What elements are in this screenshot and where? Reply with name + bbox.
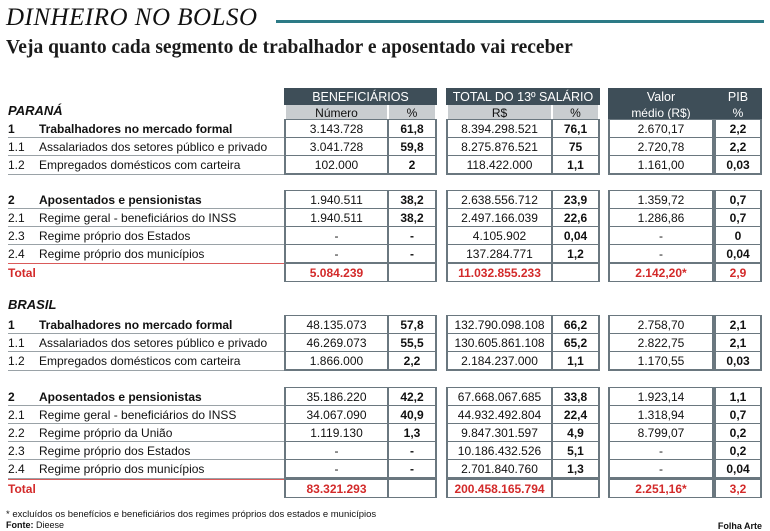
- parana-cell-rs: 137.284.771: [448, 245, 551, 262]
- brasil-cell-media: 1.170,55: [610, 352, 712, 369]
- row-label: Trabalhadores no mercado formal: [39, 317, 233, 332]
- brasil-cell-rs: 67.668.067.685: [448, 388, 551, 405]
- parana-total-num: 5.084.239: [286, 264, 387, 281]
- brasil-cell-pib: 0,2: [716, 424, 760, 441]
- brasil-cell-pct: 42,2: [389, 388, 435, 405]
- brasil-total-pib: 3,2: [716, 480, 760, 497]
- parana-cell-num: -: [286, 245, 387, 262]
- brasil-cell-media: 1.923,14: [610, 388, 712, 405]
- brasil-cell-pct: -: [389, 442, 435, 459]
- brasil-cell-pct: -: [389, 460, 435, 477]
- brasil-cell-media: 1.318,94: [610, 406, 712, 423]
- brasil-cell-pib: 0,03: [716, 352, 760, 369]
- brasil-row-label: [8, 406, 236, 423]
- row-label: Regime geral - beneficiários do INSS: [39, 407, 237, 422]
- source-line: [6, 520, 64, 530]
- brasil-cell-rs: 44.932.492.804: [448, 406, 551, 423]
- parana-cell-rs: 4.105.902: [448, 227, 551, 244]
- parana-cell-rs: 8.275.876.521: [448, 138, 551, 155]
- row-code: 2.4: [8, 461, 25, 476]
- brasil-cell-rspct: 1,1: [553, 352, 598, 369]
- parana-cell-pib: 2,2: [716, 120, 760, 137]
- brasil-total-num: 83.321.293: [286, 480, 387, 497]
- row-label: Aposentados e pensionistas: [39, 389, 202, 404]
- parana-cell-pct: 2: [389, 156, 435, 173]
- parana-cell-pct: 61,8: [389, 120, 435, 137]
- row-code: 2: [8, 192, 15, 207]
- row-divider: [8, 174, 284, 175]
- parana-total-media: 2.142,20*: [610, 264, 712, 281]
- title-rule: [276, 20, 764, 23]
- total-divider: [8, 479, 284, 480]
- row-label: Regime próprio dos municípios: [39, 246, 205, 261]
- brasil-cell-media: 2.822,75: [610, 334, 712, 351]
- brasil-cell-rspct: 22,4: [553, 406, 598, 423]
- brasil-total-rs: 200.458.165.794: [448, 480, 551, 497]
- row-code: 2.1: [8, 210, 25, 225]
- brasil-cell-rs: 9.847.301.597: [448, 424, 551, 441]
- header-numero: Número: [286, 105, 387, 120]
- header-pib: PIB: [714, 88, 762, 105]
- row-code: 1: [8, 121, 15, 136]
- parana-row-label: [8, 120, 232, 137]
- row-label: Regime geral - beneficiários do INSS: [39, 210, 237, 225]
- brasil-total-label: Total: [8, 481, 36, 496]
- brasil-cell-media: -: [610, 460, 712, 477]
- row-code: 1: [8, 317, 15, 332]
- parana-total-pct-empty: [389, 264, 435, 281]
- brasil-cell-rs: 2.184.237.000: [448, 352, 551, 369]
- header-total13: TOTAL DO 13º SALÁRIO: [446, 88, 600, 105]
- parana-cell-pib: 0,7: [716, 209, 760, 226]
- parana-cell-media: 2.670,17: [610, 120, 712, 137]
- parana-cell-pib: 0,04: [716, 245, 760, 262]
- brasil-row-label: [8, 460, 204, 477]
- parana-cell-num: 1.940.511: [286, 191, 387, 208]
- parana-cell-pct: 38,2: [389, 191, 435, 208]
- parana-cell-media: -: [610, 227, 712, 244]
- parana-cell-rspct: 0,04: [553, 227, 598, 244]
- brasil-cell-pib: 0,04: [716, 460, 760, 477]
- brasil-cell-rspct: 1,3: [553, 460, 598, 477]
- brasil-total-media: 2.251,16*: [610, 480, 712, 497]
- brasil-cell-num: -: [286, 460, 387, 477]
- brasil-cell-pct: 40,9: [389, 406, 435, 423]
- parana-cell-pib: 0,7: [716, 191, 760, 208]
- brasil-cell-num: 1.866.000: [286, 352, 387, 369]
- parana-cell-media: 1.359,72: [610, 191, 712, 208]
- brasil-total-rspct-empty: [553, 480, 598, 497]
- parana-cell-rs: 8.394.298.521: [448, 120, 551, 137]
- header-pct: %: [389, 105, 435, 120]
- brasil-cell-pct: 2,2: [389, 352, 435, 369]
- row-code: 2.1: [8, 407, 25, 422]
- brasil-cell-pct: 57,8: [389, 316, 435, 333]
- page-title: DINHEIRO NO BOLSO: [6, 4, 258, 31]
- parana-cell-rspct: 76,1: [553, 120, 598, 137]
- header-rs: R$: [448, 105, 551, 120]
- region-parana: PARANÁ: [8, 103, 63, 118]
- header-beneficiarios: BENEFICIÁRIOS: [284, 88, 437, 105]
- row-code: 2.3: [8, 443, 25, 458]
- row-code: 1.2: [8, 353, 25, 368]
- credit: Folha Arte: [717, 521, 762, 531]
- row-code: 1.2: [8, 157, 25, 172]
- parana-row-label: [8, 209, 236, 226]
- parana-row-label: [8, 156, 240, 173]
- parana-cell-num: 3.041.728: [286, 138, 387, 155]
- parana-total-pib: 2,9: [716, 264, 760, 281]
- source-name: Dieese: [36, 520, 65, 530]
- brasil-cell-pib: 2,1: [716, 316, 760, 333]
- row-code: 1.1: [8, 335, 25, 350]
- brasil-row-label: [8, 424, 172, 441]
- parana-row-label: [8, 138, 267, 155]
- source-label: Fonte:: [6, 520, 34, 530]
- parana-cell-media: 2.720,78: [610, 138, 712, 155]
- brasil-cell-num: 46.269.073: [286, 334, 387, 351]
- brasil-cell-pct: 1,3: [389, 424, 435, 441]
- page-subtitle: Veja quanto cada segmento de trabalhador e aposentado vai receber: [6, 37, 573, 58]
- parana-cell-media: -: [610, 245, 712, 262]
- parana-row-label: [8, 227, 190, 244]
- parana-cell-pct: 38,2: [389, 209, 435, 226]
- row-divider: [8, 370, 284, 371]
- parana-cell-rs: 118.422.000: [448, 156, 551, 173]
- brasil-cell-pib: 0,7: [716, 406, 760, 423]
- brasil-cell-rspct: 65,2: [553, 334, 598, 351]
- brasil-cell-media: 8.799,07: [610, 424, 712, 441]
- brasil-cell-pib: 0,2: [716, 442, 760, 459]
- region-brasil: BRASIL: [8, 297, 57, 312]
- total-divider: [8, 263, 284, 264]
- parana-cell-rspct: 1,2: [553, 245, 598, 262]
- brasil-cell-rs: 10.186.432.526: [448, 442, 551, 459]
- parana-cell-pct: -: [389, 245, 435, 262]
- parana-cell-media: 1.161,00: [610, 156, 712, 173]
- brasil-cell-media: -: [610, 442, 712, 459]
- brasil-row-label: [8, 334, 267, 351]
- brasil-cell-rs: 2.701.840.760: [448, 460, 551, 477]
- brasil-cell-rs: 132.790.098.108: [448, 316, 551, 333]
- footnote: * excluídos os benefícios e beneficiários dos regimes próprios dos estados e municípios: [6, 509, 377, 520]
- parana-cell-rspct: 23,9: [553, 191, 598, 208]
- parana-cell-rspct: 75: [553, 138, 598, 155]
- row-code: 2.4: [8, 246, 25, 261]
- row-code: 2.3: [8, 228, 25, 243]
- brasil-total-pct-empty: [389, 480, 435, 497]
- header-pib-pct: %: [714, 105, 762, 120]
- brasil-cell-pib: 1,1: [716, 388, 760, 405]
- header-valor: Valor: [608, 88, 714, 105]
- brasil-cell-rspct: 5,1: [553, 442, 598, 459]
- parana-cell-rspct: 1,1: [553, 156, 598, 173]
- brasil-cell-pib: 2,1: [716, 334, 760, 351]
- parana-cell-rs: 2.638.556.712: [448, 191, 551, 208]
- brasil-row-label: [8, 352, 240, 369]
- row-code: 2.2: [8, 425, 25, 440]
- row-label: Regime próprio da União: [39, 425, 173, 440]
- row-code: 2: [8, 389, 15, 404]
- parana-cell-pct: -: [389, 227, 435, 244]
- brasil-cell-num: 34.067.090: [286, 406, 387, 423]
- brasil-row-label: [8, 388, 202, 405]
- parana-cell-num: -: [286, 227, 387, 244]
- brasil-cell-num: 48.135.073: [286, 316, 387, 333]
- row-label: Assalariados dos setores público e privado: [39, 139, 268, 154]
- brasil-cell-rspct: 4,9: [553, 424, 598, 441]
- header-rs-pct: %: [553, 105, 598, 120]
- parana-cell-num: 3.143.728: [286, 120, 387, 137]
- parana-cell-rs: 2.497.166.039: [448, 209, 551, 226]
- brasil-cell-rspct: 33,8: [553, 388, 598, 405]
- parana-cell-num: 1.940.511: [286, 209, 387, 226]
- parana-cell-pct: 59,8: [389, 138, 435, 155]
- row-label: Regime próprio dos municípios: [39, 461, 205, 476]
- parana-total-label: Total: [8, 265, 36, 280]
- row-code: 1.1: [8, 139, 25, 154]
- brasil-cell-rs: 130.605.861.108: [448, 334, 551, 351]
- row-label: Empregados domésticos com carteira: [39, 157, 241, 172]
- header-medio: médio (R$): [608, 105, 714, 120]
- brasil-row-label: [8, 316, 232, 333]
- row-label: Regime próprio dos Estados: [39, 228, 191, 243]
- row-label: Trabalhadores no mercado formal: [39, 121, 233, 136]
- row-label: Assalariados dos setores público e privado: [39, 335, 268, 350]
- brasil-cell-num: -: [286, 442, 387, 459]
- brasil-cell-media: 2.758,70: [610, 316, 712, 333]
- row-label: Regime próprio dos Estados: [39, 443, 191, 458]
- parana-cell-pib: 0: [716, 227, 760, 244]
- brasil-cell-pct: 55,5: [389, 334, 435, 351]
- parana-cell-media: 1.286,86: [610, 209, 712, 226]
- row-label: Aposentados e pensionistas: [39, 192, 202, 207]
- brasil-cell-num: 35.186.220: [286, 388, 387, 405]
- parana-total-rspct-empty: [553, 264, 598, 281]
- parana-row-label: [8, 191, 202, 208]
- parana-total-rs: 11.032.855.233: [448, 264, 551, 281]
- parana-cell-pib: 2,2: [716, 138, 760, 155]
- brasil-cell-num: 1.119.130: [286, 424, 387, 441]
- row-label: Empregados domésticos com carteira: [39, 353, 241, 368]
- parana-cell-pib: 0,03: [716, 156, 760, 173]
- brasil-row-label: [8, 442, 190, 459]
- parana-cell-num: 102.000: [286, 156, 387, 173]
- parana-row-label: [8, 245, 204, 262]
- parana-cell-rspct: 22,6: [553, 209, 598, 226]
- brasil-cell-rspct: 66,2: [553, 316, 598, 333]
